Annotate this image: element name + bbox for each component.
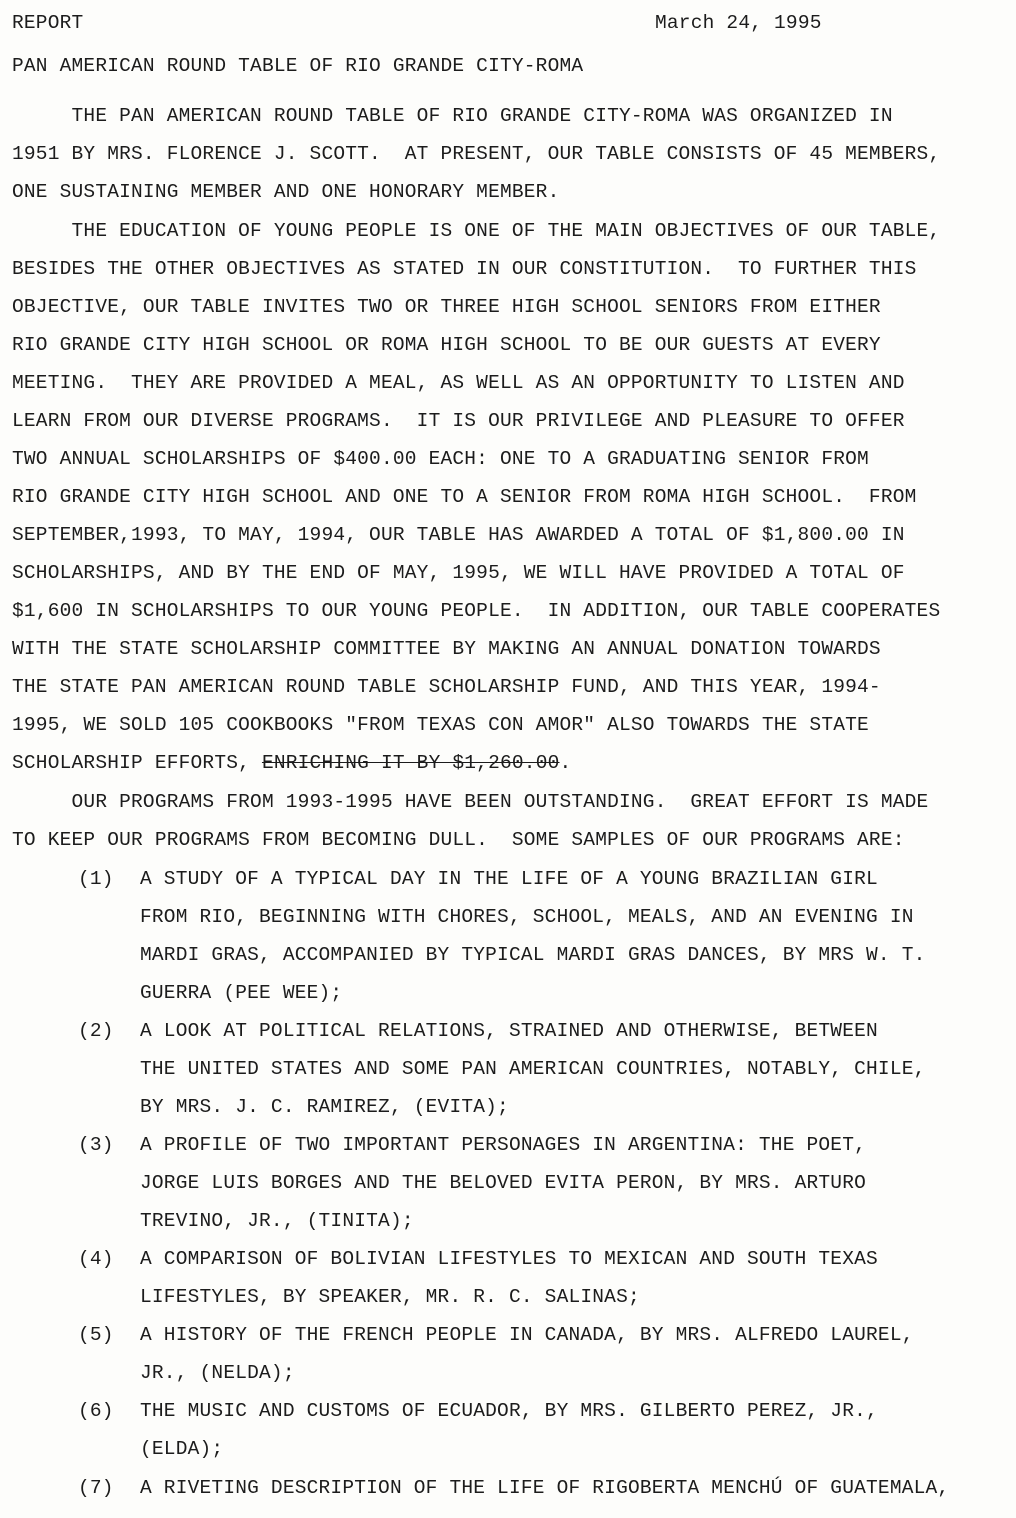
para1-line: 1951 BY MRS. FLORENCE J. SCOTT. AT PRESENT, OUR TABLE CONSISTS OF 45 MEMBERS, (12, 143, 941, 165)
struck-text: ENRICHING IT BY $1,260.00 (261, 752, 560, 774)
report-label: REPORT (12, 12, 84, 34)
program-line: GUERRA (PEE WEE); (140, 982, 343, 1004)
para2-line: LEARN FROM OUR DIVERSE PROGRAMS. IT IS OUR PRIVILEGE AND PLEASURE TO OFFER (12, 410, 905, 432)
para1-line: ONE SUSTAINING MEMBER AND ONE HONORARY MEMBER. (12, 181, 560, 203)
program-line: THE UNITED STATES AND SOME PAN AMERICAN COUNTRIES, NOTABLY, CHILE, (140, 1058, 926, 1080)
program-line: TREVINO, JR., (TINITA); (140, 1210, 414, 1232)
para3-line: TO KEEP OUR PROGRAMS FROM BECOMING DULL. SOME SAMPLES OF OUR PROGRAMS ARE: (12, 829, 905, 851)
program-line: LIFESTYLES, BY SPEAKER, MR. R. C. SALINAS; (140, 1286, 640, 1308)
program-line: (ELDA); (140, 1438, 224, 1460)
program-line: A COMPARISON OF BOLIVIAN LIFESTYLES TO MEXICAN AND SOUTH TEXAS (140, 1248, 878, 1270)
program-line: BY MRS. J. C. RAMIREZ, (EVITA); (140, 1096, 509, 1118)
program-number: (7) (78, 1477, 114, 1499)
para2-line: THE EDUCATION OF YOUNG PEOPLE IS ONE OF THE MAIN OBJECTIVES OF OUR TABLE, (12, 220, 941, 242)
program-number: (3) (78, 1134, 114, 1156)
program-line: FROM RIO, BEGINNING WITH CHORES, SCHOOL, MEALS, AND AN EVENING IN (140, 906, 914, 928)
para2-last-after: . (559, 752, 572, 774)
para2-line: WITH THE STATE SCHOLARSHIP COMMITTEE BY MAKING AN ANNUAL DONATION TOWARDS (12, 638, 881, 660)
para2-last-before: SCHOLARSHIP EFFORTS, (12, 752, 262, 774)
para2-line: $1,600 IN SCHOLARSHIPS TO OUR YOUNG PEOPLE. IN ADDITION, OUR TABLE COOPERATES (12, 600, 941, 622)
report-title: PAN AMERICAN ROUND TABLE OF RIO GRANDE CITY-ROMA (12, 55, 584, 77)
para2-line: SEPTEMBER,1993, TO MAY, 1994, OUR TABLE HAS AWARDED A TOTAL OF $1,800.00 IN (12, 524, 905, 546)
program-line: A LOOK AT POLITICAL RELATIONS, STRAINED AND OTHERWISE, BETWEEN (140, 1020, 878, 1042)
program-number: (2) (78, 1020, 114, 1042)
para3-line: OUR PROGRAMS FROM 1993-1995 HAVE BEEN OUTSTANDING. GREAT EFFORT IS MADE (12, 791, 929, 813)
para2-line: MEETING. THEY ARE PROVIDED A MEAL, AS WELL AS AN OPPORTUNITY TO LISTEN AND (12, 372, 905, 394)
para2-line: TWO ANNUAL SCHOLARSHIPS OF $400.00 EACH: ONE TO A GRADUATING SENIOR FROM (12, 448, 869, 470)
program-number: (6) (78, 1400, 114, 1422)
para2-line: THE STATE PAN AMERICAN ROUND TABLE SCHOLARSHIP FUND, AND THIS YEAR, 1994- (12, 676, 881, 698)
para2-line: SCHOLARSHIPS, AND BY THE END OF MAY, 1995, WE WILL HAVE PROVIDED A TOTAL OF (12, 562, 905, 584)
program-line: A HISTORY OF THE FRENCH PEOPLE IN CANADA, BY MRS. ALFREDO LAUREL, (140, 1324, 914, 1346)
report-date: March 24, 1995 (655, 12, 822, 34)
para2-line: OBJECTIVE, OUR TABLE INVITES TWO OR THREE HIGH SCHOOL SENIORS FROM EITHER (12, 296, 881, 318)
program-number: (5) (78, 1324, 114, 1346)
para1-line: THE PAN AMERICAN ROUND TABLE OF RIO GRANDE CITY-ROMA WAS ORGANIZED IN (12, 105, 893, 127)
para2-line: RIO GRANDE CITY HIGH SCHOOL OR ROMA HIGH SCHOOL TO BE OUR GUESTS AT EVERY (12, 334, 881, 356)
para2-line: BESIDES THE OTHER OBJECTIVES AS STATED IN OUR CONSTITUTION. TO FURTHER THIS (12, 258, 917, 280)
program-line: JORGE LUIS BORGES AND THE BELOVED EVITA PERON, BY MRS. ARTURO (140, 1172, 867, 1194)
para2-last-line (12, 751, 571, 775)
program-line: A STUDY OF A TYPICAL DAY IN THE LIFE OF A YOUNG BRAZILIAN GIRL (140, 868, 878, 890)
program-line: THE MUSIC AND CUSTOMS OF ECUADOR, BY MRS. GILBERTO PEREZ, JR., (140, 1400, 878, 1422)
program-line: MARDI GRAS, ACCOMPANIED BY TYPICAL MARDI GRAS DANCES, BY MRS W. T. (140, 944, 926, 966)
program-line: A RIVETING DESCRIPTION OF THE LIFE OF RIGOBERTA MENCHÚ OF GUATEMALA, (140, 1477, 950, 1499)
program-line: JR., (NELDA); (140, 1362, 295, 1384)
para2-line: 1995, WE SOLD 105 COOKBOOKS "FROM TEXAS CON AMOR" ALSO TOWARDS THE STATE (12, 714, 869, 736)
program-number: (1) (78, 868, 114, 890)
para2-line: RIO GRANDE CITY HIGH SCHOOL AND ONE TO A SENIOR FROM ROMA HIGH SCHOOL. FROM (12, 486, 917, 508)
program-number: (4) (78, 1248, 114, 1270)
program-line: A PROFILE OF TWO IMPORTANT PERSONAGES IN ARGENTINA: THE POET, (140, 1134, 867, 1156)
